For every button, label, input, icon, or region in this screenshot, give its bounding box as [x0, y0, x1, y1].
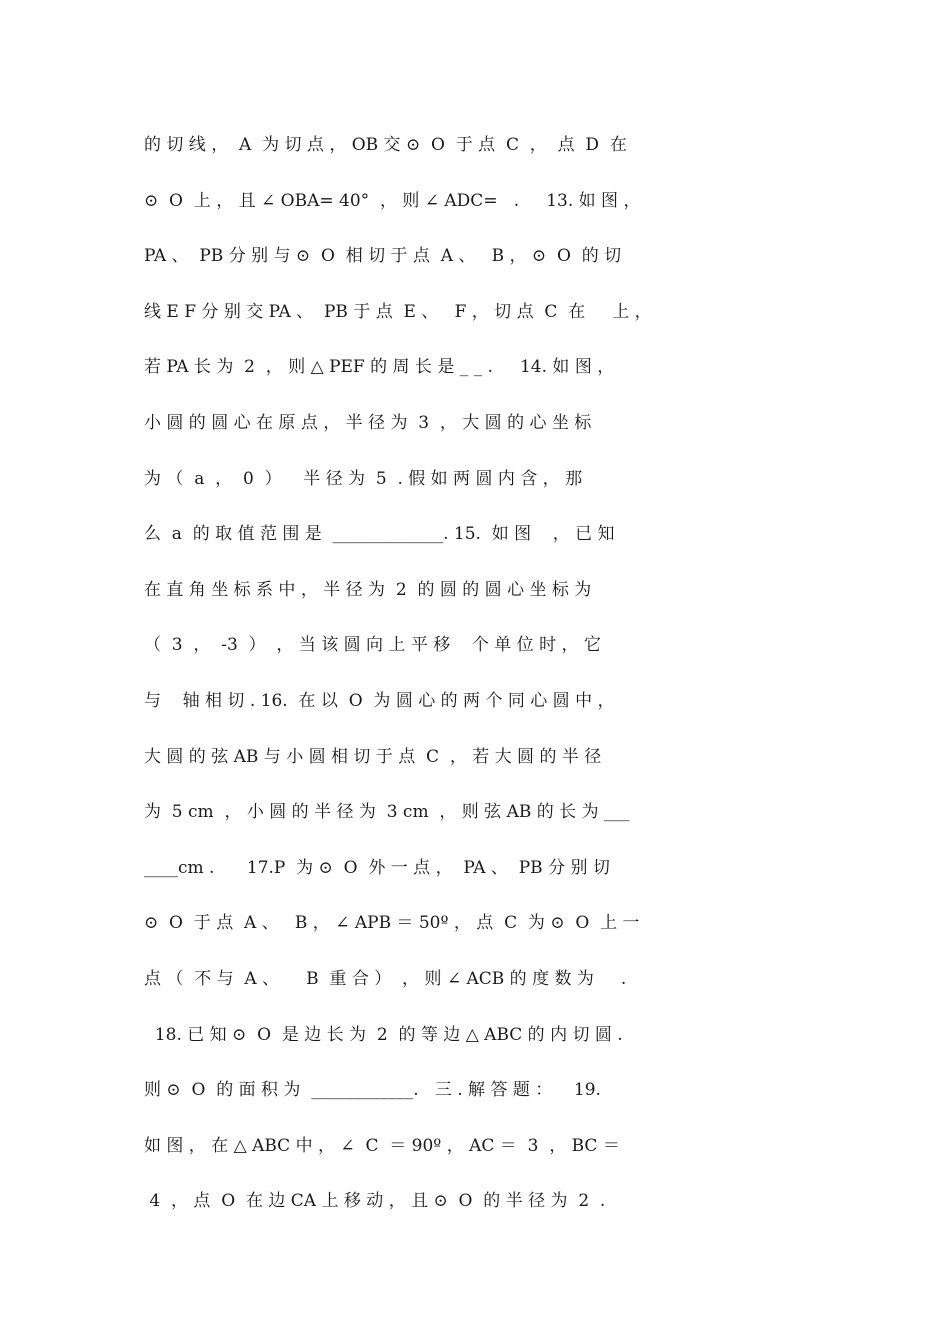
text-line: （ 3 ， -3 ） ， 当 该 圆 向 上 平 移 个 单 位 时 ， 它 [144, 635, 601, 655]
text-line: ____cm . 17.P 为 ⊙ O 外 一 点 ， PA 、 PB 分 别 切 [144, 858, 610, 878]
text-line: 在 直 角 坐 标 系 中 ， 半 径 为 2 的 圆 的 圆 心 坐 标 为 [144, 580, 592, 600]
text-line: 则 ⊙ O 的 面 积 为 ____________. 三 . 解 答 题 ： 19. [144, 1080, 601, 1100]
text-line: 18. 已 知 ⊙ O 是 边 长 为 2 的 等 边 △ ABC 的 内 切 圆 . [144, 1025, 623, 1045]
text-line: 如 图 ， 在 △ ABC 中 ， ∠ C ＝ 90º ， AC ＝ 3 ， BC ＝ [144, 1136, 620, 1156]
text-line: PA 、 PB 分 别 与 ⊙ O 相 切 于 点 A 、 B ， ⊙ O 的 切 [144, 246, 622, 266]
text-line: 线 E F 分 别 交 PA 、 PB 于 点 E 、 F ， 切 点 C 在 上 ， [144, 302, 652, 322]
text-line: 么 a 的 取 值 范 围 是 _____________. 15. 如 图 ， 已 知 [144, 524, 615, 544]
text-line: 若 PA 长 为 2 ， 则 △ PEF 的 周 长 是 _ _ . 14. 如 图 ， [144, 357, 615, 377]
text-line: 大 圆 的 弦 AB 与 小 圆 相 切 于 点 C ， 若 大 圆 的 半 径 [144, 747, 602, 767]
text-line: ⊙ O 于 点 A 、 B ， ∠ APB ＝ 50º ， 点 C 为 ⊙ O 上 一 [144, 913, 640, 933]
text-line: 为 5 cm ， 小 圆 的 半 径 为 3 cm ， 则 弦 AB 的 长 为 ___ [144, 802, 630, 822]
text-line: 为 （ a ， 0 ） 半 径 为 5 . 假 如 两 圆 内 含 ， 那 [144, 469, 583, 489]
text-line: 的 切 线 ， A 为 切 点 ， OB 交 ⊙ O 于 点 C ， 点 D 在 [144, 135, 627, 155]
text-line: 小 圆 的 圆 心 在 原 点 ， 半 径 为 3 ， 大 圆 的 心 坐 标 [144, 413, 592, 433]
text-line: 4 ， 点 O 在 边 CA 上 移 动 ， 且 ⊙ O 的 半 径 为 2 . [144, 1191, 606, 1211]
text-line: 点 （ 不 与 A 、 B 重 合 ） ， 则 ∠ ACB 的 度 数 为 . [144, 969, 627, 989]
text-line: 与 轴 相 切 . 16. 在 以 O 为 圆 心 的 两 个 同 心 圆 中 ， [144, 691, 615, 711]
text-line: ⊙ O 上 ， 且 ∠ OBA= 40° ， 则 ∠ ADC= . 13. 如 图 ， [144, 191, 641, 211]
